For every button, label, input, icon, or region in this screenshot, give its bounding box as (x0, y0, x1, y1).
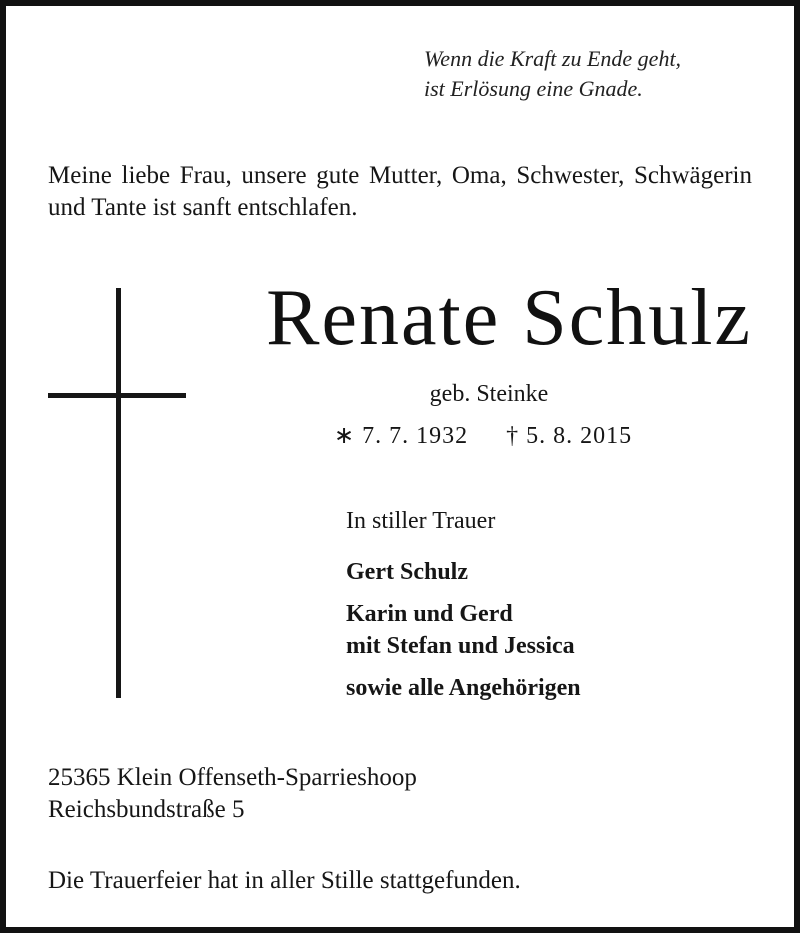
motto-line-1: Wenn die Kraft zu Ende geht, (424, 46, 682, 71)
mourner-line-2: Karin und Gerd (346, 601, 513, 627)
birth-name: geb. Steinke (429, 381, 549, 407)
mourner-line-1: Gert Schulz (346, 559, 468, 585)
intro-text (48, 160, 752, 224)
mourner-line-4: sowie alle Angehörigen (346, 675, 581, 701)
death-date: † 5. 8. 2015 (506, 423, 633, 449)
cross-icon-vertical (116, 288, 121, 698)
cross-icon-horizontal (48, 393, 186, 398)
address-block (48, 762, 417, 826)
intro-line-2: Schwägerin und Tante ist sanft entschlafen. (48, 162, 753, 221)
mourning-intro: In stiller Trauer (346, 508, 496, 534)
mourner-line-3: mit Stefan und Jessica (346, 633, 575, 659)
motto-quote (424, 44, 681, 104)
address-line-2: Reichsbundstraße 5 (48, 796, 245, 823)
deceased-name: Renate Schulz (266, 274, 752, 362)
life-dates (334, 420, 632, 452)
funeral-note: Die Trauerfeier hat in aller Stille stattgefunden. (48, 867, 521, 894)
address-line-1: 25365 Klein Offenseth-Sparrieshoop (48, 764, 417, 791)
intro-line-1: Meine liebe Frau, unsere gute Mutter, Oma, Schwester, (48, 162, 625, 189)
birth-date: ∗ 7. 7. 1932 (334, 423, 469, 449)
motto-line-2: ist Erlösung eine Gnade. (424, 76, 643, 101)
